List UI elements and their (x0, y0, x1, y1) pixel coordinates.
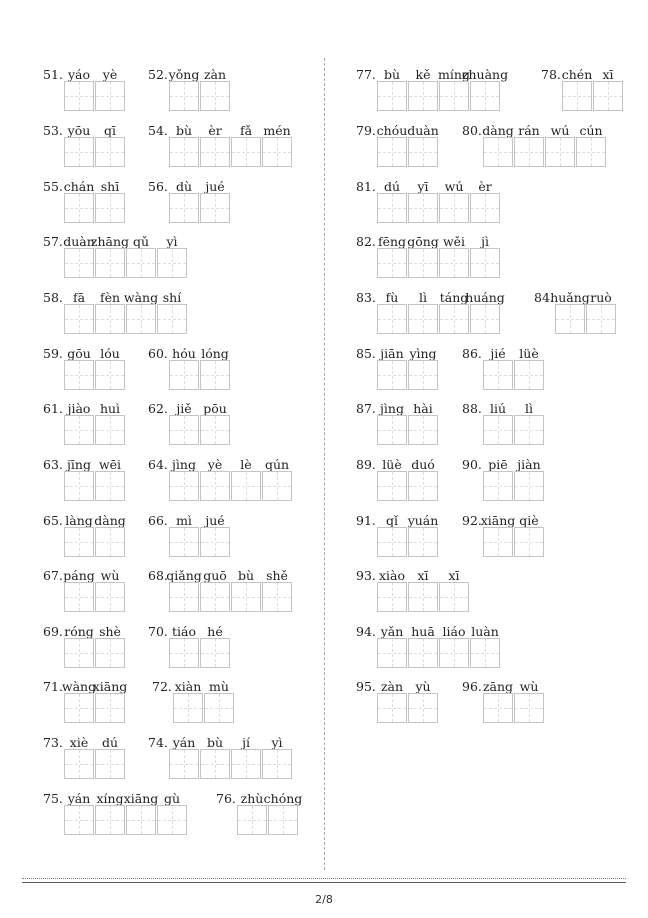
character-writing-box[interactable] (408, 582, 438, 612)
character-writing-box[interactable] (64, 81, 94, 111)
character-writing-box[interactable] (200, 471, 230, 501)
character-writing-box[interactable] (231, 471, 261, 501)
character-writing-box[interactable] (483, 471, 513, 501)
pinyin-syllable: mì (176, 513, 192, 528)
item-number: 86. (462, 346, 482, 361)
character-writing-box[interactable] (483, 360, 513, 390)
pinyin-syllable: fèn (99, 290, 121, 305)
character-writing-box[interactable] (439, 248, 469, 278)
character-writing-box[interactable] (439, 582, 469, 612)
character-writing-box[interactable] (237, 805, 267, 835)
character-writing-box[interactable] (204, 693, 234, 723)
character-writing-box[interactable] (377, 304, 407, 334)
character-writing-box[interactable] (95, 582, 125, 612)
pinyin-syllable: duàn (407, 123, 439, 138)
pinyin-syllable: páng (63, 568, 95, 583)
character-writing-box[interactable] (64, 527, 94, 557)
character-writing-box[interactable] (95, 805, 125, 835)
character-writing-box[interactable] (377, 471, 407, 501)
character-writing-box[interactable] (95, 193, 125, 223)
item-number: 88. (462, 401, 482, 416)
pinyin-syllable: gōu (67, 346, 91, 361)
character-writing-box[interactable] (200, 582, 230, 612)
pinyin-syllable: fù (385, 290, 399, 305)
item-number: 71. (43, 679, 63, 694)
character-writing-box[interactable] (95, 527, 125, 557)
pinyin-syllable: guō (203, 568, 227, 583)
character-writing-box[interactable] (593, 81, 623, 111)
character-writing-box[interactable] (169, 193, 199, 223)
pinyin-syllable: xī (602, 67, 614, 82)
character-writing-box[interactable] (439, 193, 469, 223)
pinyin-syllable: dàng (94, 513, 126, 528)
pinyin-syllable: piē (488, 457, 508, 472)
character-writing-box[interactable] (126, 304, 156, 334)
pinyin-syllable: zhuàng (461, 67, 509, 82)
page-number: 2/8 (315, 893, 333, 906)
pinyin-syllable: làng (65, 513, 93, 528)
item-number: 63. (43, 457, 63, 472)
pinyin-syllable: xiàn (174, 679, 202, 694)
item-number: 72. (152, 679, 172, 694)
item-number: 89. (356, 457, 376, 472)
pinyin-syllable: ruò (590, 290, 612, 305)
item-number: 66. (148, 513, 168, 528)
pinyin-syllable: gōng (407, 234, 439, 249)
character-writing-box[interactable] (408, 81, 438, 111)
pinyin-syllable: huǎng (550, 290, 590, 305)
pinyin-syllable: mén (263, 123, 291, 138)
character-writing-box[interactable] (200, 81, 230, 111)
character-writing-box[interactable] (377, 693, 407, 723)
pinyin-syllable: míng (438, 67, 470, 82)
item-number: 52. (148, 67, 168, 82)
pinyin-syllable: lüè (519, 346, 539, 361)
pinyin-syllable: yōu (67, 123, 91, 138)
character-writing-box[interactable] (514, 415, 544, 445)
character-writing-box[interactable] (200, 638, 230, 668)
item-number: 68. (148, 568, 168, 583)
pinyin-syllable: xī (448, 568, 460, 583)
pinyin-syllable: cún (579, 123, 603, 138)
pinyin-syllable: qiè (519, 513, 539, 528)
character-writing-box[interactable] (169, 471, 199, 501)
pinyin-syllable: zhāng (90, 234, 130, 249)
character-writing-box[interactable] (377, 248, 407, 278)
character-writing-box[interactable] (157, 248, 187, 278)
pinyin-syllable: fā (72, 290, 86, 305)
character-writing-box[interactable] (95, 304, 125, 334)
pinyin-syllable: jué (205, 513, 225, 528)
character-writing-box[interactable] (408, 415, 438, 445)
pinyin-syllable: mù (209, 679, 229, 694)
pinyin-syllable: yìng (409, 346, 437, 361)
pinyin-syllable: zàn (380, 679, 404, 694)
character-writing-box[interactable] (545, 137, 575, 167)
character-writing-box[interactable] (169, 137, 199, 167)
character-writing-box[interactable] (439, 638, 469, 668)
pinyin-syllable: wēi (98, 457, 122, 472)
pinyin-syllable: fēng (377, 234, 407, 249)
character-writing-box[interactable] (470, 304, 500, 334)
pinyin-syllable: chóng (263, 791, 303, 806)
character-writing-box[interactable] (377, 638, 407, 668)
pinyin-syllable: wù (100, 568, 120, 583)
pinyin-syllable: yè (102, 67, 118, 82)
pinyin-syllable: jiàn (517, 457, 541, 472)
footer-rule (22, 882, 626, 883)
pinyin-syllable: rán (518, 123, 540, 138)
character-writing-box[interactable] (64, 304, 94, 334)
item-number: 59. (43, 346, 63, 361)
pinyin-syllable: yì (271, 735, 283, 750)
pinyin-syllable: jié (490, 346, 506, 361)
pinyin-syllable: bù (206, 735, 224, 750)
character-writing-box[interactable] (95, 415, 125, 445)
character-writing-box[interactable] (439, 81, 469, 111)
item-number: 92. (462, 513, 482, 528)
pinyin-syllable: gù (163, 791, 181, 806)
item-number: 62. (148, 401, 168, 416)
pinyin-syllable: jì (481, 234, 489, 249)
pinyin-syllable: lüè (382, 457, 402, 472)
pinyin-syllable: èr (208, 123, 222, 138)
character-writing-box[interactable] (64, 248, 94, 278)
character-writing-box[interactable] (262, 749, 292, 779)
character-writing-box[interactable] (470, 81, 500, 111)
character-writing-box[interactable] (95, 360, 125, 390)
item-number: 67. (43, 568, 63, 583)
item-number: 85. (356, 346, 376, 361)
character-writing-box[interactable] (268, 805, 298, 835)
character-writing-box[interactable] (231, 749, 261, 779)
item-number: 65. (43, 513, 63, 528)
character-writing-box[interactable] (169, 638, 199, 668)
character-writing-box[interactable] (262, 471, 292, 501)
pinyin-syllable: shī (100, 179, 120, 194)
pinyin-syllable: wàng (123, 290, 159, 305)
item-number: 83. (356, 290, 376, 305)
item-number: 80. (462, 123, 482, 138)
pinyin-syllable: jué (205, 179, 225, 194)
pinyin-syllable: duàn (63, 234, 95, 249)
character-writing-box[interactable] (377, 81, 407, 111)
item-number: 74. (148, 735, 168, 750)
pinyin-syllable: wú (550, 123, 570, 138)
character-writing-box[interactable] (200, 527, 230, 557)
item-number: 81. (356, 179, 376, 194)
character-writing-box[interactable] (64, 638, 94, 668)
pinyin-syllable: hóu (172, 346, 196, 361)
pinyin-syllable: qǔ (132, 234, 150, 249)
item-number: 73. (43, 735, 63, 750)
pinyin-syllable: wù (519, 679, 539, 694)
pinyin-syllable: luàn (471, 624, 499, 639)
pinyin-syllable: qǐ (386, 513, 398, 528)
character-writing-box[interactable] (169, 415, 199, 445)
pinyin-syllable: wàng (61, 679, 97, 694)
character-writing-box[interactable] (514, 137, 544, 167)
character-writing-box[interactable] (64, 471, 94, 501)
pinyin-syllable: lì (419, 290, 427, 305)
character-writing-box[interactable] (470, 248, 500, 278)
character-writing-box[interactable] (95, 749, 125, 779)
item-number: 75. (43, 791, 63, 806)
pinyin-syllable: jiě (176, 401, 192, 416)
character-writing-box[interactable] (562, 81, 592, 111)
character-writing-box[interactable] (64, 415, 94, 445)
item-number: 58. (43, 290, 63, 305)
item-number: 79. (356, 123, 376, 138)
pinyin-syllable: xiāng (92, 679, 128, 694)
pinyin-syllable: bù (237, 568, 255, 583)
pinyin-syllable: lóng (201, 346, 229, 361)
character-writing-box[interactable] (408, 248, 438, 278)
item-number: 51. (43, 67, 63, 82)
pinyin-syllable: xiāng (480, 513, 516, 528)
item-number: 90. (462, 457, 482, 472)
character-writing-box[interactable] (231, 137, 261, 167)
pinyin-syllable: jí (242, 735, 250, 750)
character-writing-box[interactable] (514, 360, 544, 390)
pinyin-syllable: zàn (203, 67, 227, 82)
character-writing-box[interactable] (555, 304, 585, 334)
character-writing-box[interactable] (95, 81, 125, 111)
pinyin-syllable: xiào (378, 568, 406, 583)
pinyin-syllable: hé (207, 624, 223, 639)
pinyin-syllable: yán (172, 735, 196, 750)
pinyin-syllable: jìng (380, 401, 404, 416)
pinyin-syllable: dú (101, 735, 119, 750)
pinyin-syllable: shè (99, 624, 121, 639)
character-writing-box[interactable] (95, 638, 125, 668)
pinyin-syllable: yán (67, 791, 91, 806)
character-writing-box[interactable] (408, 527, 438, 557)
item-number: 55. (43, 179, 63, 194)
pinyin-syllable: shě (266, 568, 288, 583)
character-writing-box[interactable] (64, 193, 94, 223)
item-number: 87. (356, 401, 376, 416)
character-writing-box[interactable] (377, 137, 407, 167)
item-number: 56. (148, 179, 168, 194)
character-writing-box[interactable] (64, 582, 94, 612)
pinyin-syllable: xī (417, 568, 429, 583)
character-writing-box[interactable] (95, 693, 125, 723)
character-writing-box[interactable] (514, 693, 544, 723)
character-writing-box[interactable] (377, 582, 407, 612)
character-writing-box[interactable] (470, 193, 500, 223)
character-writing-box[interactable] (200, 749, 230, 779)
character-writing-box[interactable] (408, 304, 438, 334)
item-number: 54. (148, 123, 168, 138)
item-number: 61. (43, 401, 63, 416)
item-number: 82. (356, 234, 376, 249)
character-writing-box[interactable] (514, 527, 544, 557)
item-number: 69. (43, 624, 63, 639)
character-writing-box[interactable] (95, 248, 125, 278)
character-writing-box[interactable] (377, 415, 407, 445)
pinyin-syllable: lè (240, 457, 252, 472)
item-number: 96. (462, 679, 482, 694)
character-writing-box[interactable] (64, 693, 94, 723)
character-writing-box[interactable] (169, 749, 199, 779)
pinyin-syllable: duó (411, 457, 435, 472)
character-writing-box[interactable] (200, 193, 230, 223)
character-writing-box[interactable] (377, 360, 407, 390)
item-number: 53. (43, 123, 63, 138)
pinyin-syllable: jìng (172, 457, 196, 472)
character-writing-box[interactable] (95, 137, 125, 167)
column-divider (324, 58, 325, 870)
character-writing-box[interactable] (126, 805, 156, 835)
character-writing-box[interactable] (377, 193, 407, 223)
pinyin-syllable: yè (207, 457, 223, 472)
pinyin-syllable: táng (439, 290, 469, 305)
pinyin-syllable: fǎ (239, 123, 253, 138)
pinyin-syllable: chén (561, 67, 593, 82)
pinyin-syllable: róng (64, 624, 94, 639)
character-writing-box[interactable] (483, 527, 513, 557)
pinyin-syllable: qún (264, 457, 290, 472)
character-writing-box[interactable] (64, 360, 94, 390)
character-writing-box[interactable] (200, 415, 230, 445)
character-writing-box[interactable] (483, 693, 513, 723)
character-writing-box[interactable] (470, 638, 500, 668)
character-writing-box[interactable] (408, 693, 438, 723)
pinyin-syllable: shí (162, 290, 182, 305)
pinyin-syllable: jiān (380, 346, 404, 361)
character-writing-box[interactable] (169, 582, 199, 612)
item-number: 77. (356, 67, 376, 82)
pinyin-syllable: jīng (67, 457, 91, 472)
character-writing-box[interactable] (64, 137, 94, 167)
pinyin-syllable: bù (383, 67, 401, 82)
pinyin-syllable: bù (175, 123, 193, 138)
pinyin-syllable: yáo (67, 67, 91, 82)
character-writing-box[interactable] (408, 638, 438, 668)
pinyin-syllable: liáo (442, 624, 466, 639)
character-writing-box[interactable] (408, 471, 438, 501)
pinyin-syllable: pōu (203, 401, 227, 416)
item-number: 91. (356, 513, 376, 528)
pinyin-syllable: yì (166, 234, 178, 249)
character-writing-box[interactable] (95, 471, 125, 501)
character-writing-box[interactable] (377, 527, 407, 557)
pinyin-syllable: zhù (240, 791, 264, 806)
pinyin-syllable: xiāng (123, 791, 159, 806)
pinyin-syllable: yǒng (168, 67, 200, 82)
character-writing-box[interactable] (408, 360, 438, 390)
character-writing-box[interactable] (408, 193, 438, 223)
pinyin-syllable: zāng (482, 679, 514, 694)
character-writing-box[interactable] (157, 304, 187, 334)
pinyin-syllable: lì (525, 401, 533, 416)
character-writing-box[interactable] (64, 805, 94, 835)
character-writing-box[interactable] (439, 304, 469, 334)
pinyin-syllable: xíng (96, 791, 124, 806)
pinyin-syllable: huā (411, 624, 435, 639)
item-number: 93. (356, 568, 376, 583)
item-number: 60. (148, 346, 168, 361)
item-number: 70. (148, 624, 168, 639)
pinyin-syllable: huì (99, 401, 121, 416)
pinyin-syllable: dú (383, 179, 401, 194)
character-writing-box[interactable] (514, 471, 544, 501)
pinyin-syllable: chóu (376, 123, 408, 138)
pinyin-syllable: wěi (442, 234, 466, 249)
item-number: 84. (534, 290, 554, 305)
pinyin-syllable: dù (175, 179, 193, 194)
item-number: 64. (148, 457, 168, 472)
pinyin-syllable: chán (63, 179, 95, 194)
item-number: 76. (216, 791, 236, 806)
pinyin-syllable: huáng (465, 290, 505, 305)
character-writing-box[interactable] (200, 360, 230, 390)
pinyin-syllable: èr (478, 179, 492, 194)
pinyin-syllable: tiáo (172, 624, 196, 639)
item-number: 78. (541, 67, 561, 82)
character-writing-box[interactable] (169, 81, 199, 111)
character-writing-box[interactable] (262, 137, 292, 167)
pinyin-syllable: liú (489, 401, 507, 416)
pinyin-syllable: jiào (67, 401, 91, 416)
character-writing-box[interactable] (169, 527, 199, 557)
footer-dotted-rule (22, 878, 626, 879)
pinyin-syllable: xiè (69, 735, 89, 750)
item-number: 57. (43, 234, 63, 249)
character-writing-box[interactable] (576, 137, 606, 167)
pinyin-syllable: yī (417, 179, 429, 194)
pinyin-syllable: hài (413, 401, 433, 416)
character-writing-box[interactable] (483, 415, 513, 445)
character-writing-box[interactable] (169, 360, 199, 390)
pinyin-syllable: wú (444, 179, 464, 194)
item-number: 94. (356, 624, 376, 639)
pinyin-syllable: yuán (407, 513, 439, 528)
pinyin-syllable: yù (415, 679, 431, 694)
pinyin-syllable: dàng (482, 123, 514, 138)
character-writing-box[interactable] (586, 304, 616, 334)
character-writing-box[interactable] (200, 137, 230, 167)
pinyin-syllable: qī (104, 123, 116, 138)
pinyin-syllable: yǎn (380, 624, 404, 639)
character-writing-box[interactable] (408, 137, 438, 167)
character-writing-box[interactable] (173, 693, 203, 723)
character-writing-box[interactable] (157, 805, 187, 835)
pinyin-syllable: lóu (100, 346, 120, 361)
character-writing-box[interactable] (262, 582, 292, 612)
character-writing-box[interactable] (483, 137, 513, 167)
pinyin-syllable: qiǎng (166, 568, 202, 583)
item-number: 95. (356, 679, 376, 694)
pinyin-syllable: kě (415, 67, 431, 82)
character-writing-box[interactable] (231, 582, 261, 612)
character-writing-box[interactable] (64, 749, 94, 779)
character-writing-box[interactable] (126, 248, 156, 278)
